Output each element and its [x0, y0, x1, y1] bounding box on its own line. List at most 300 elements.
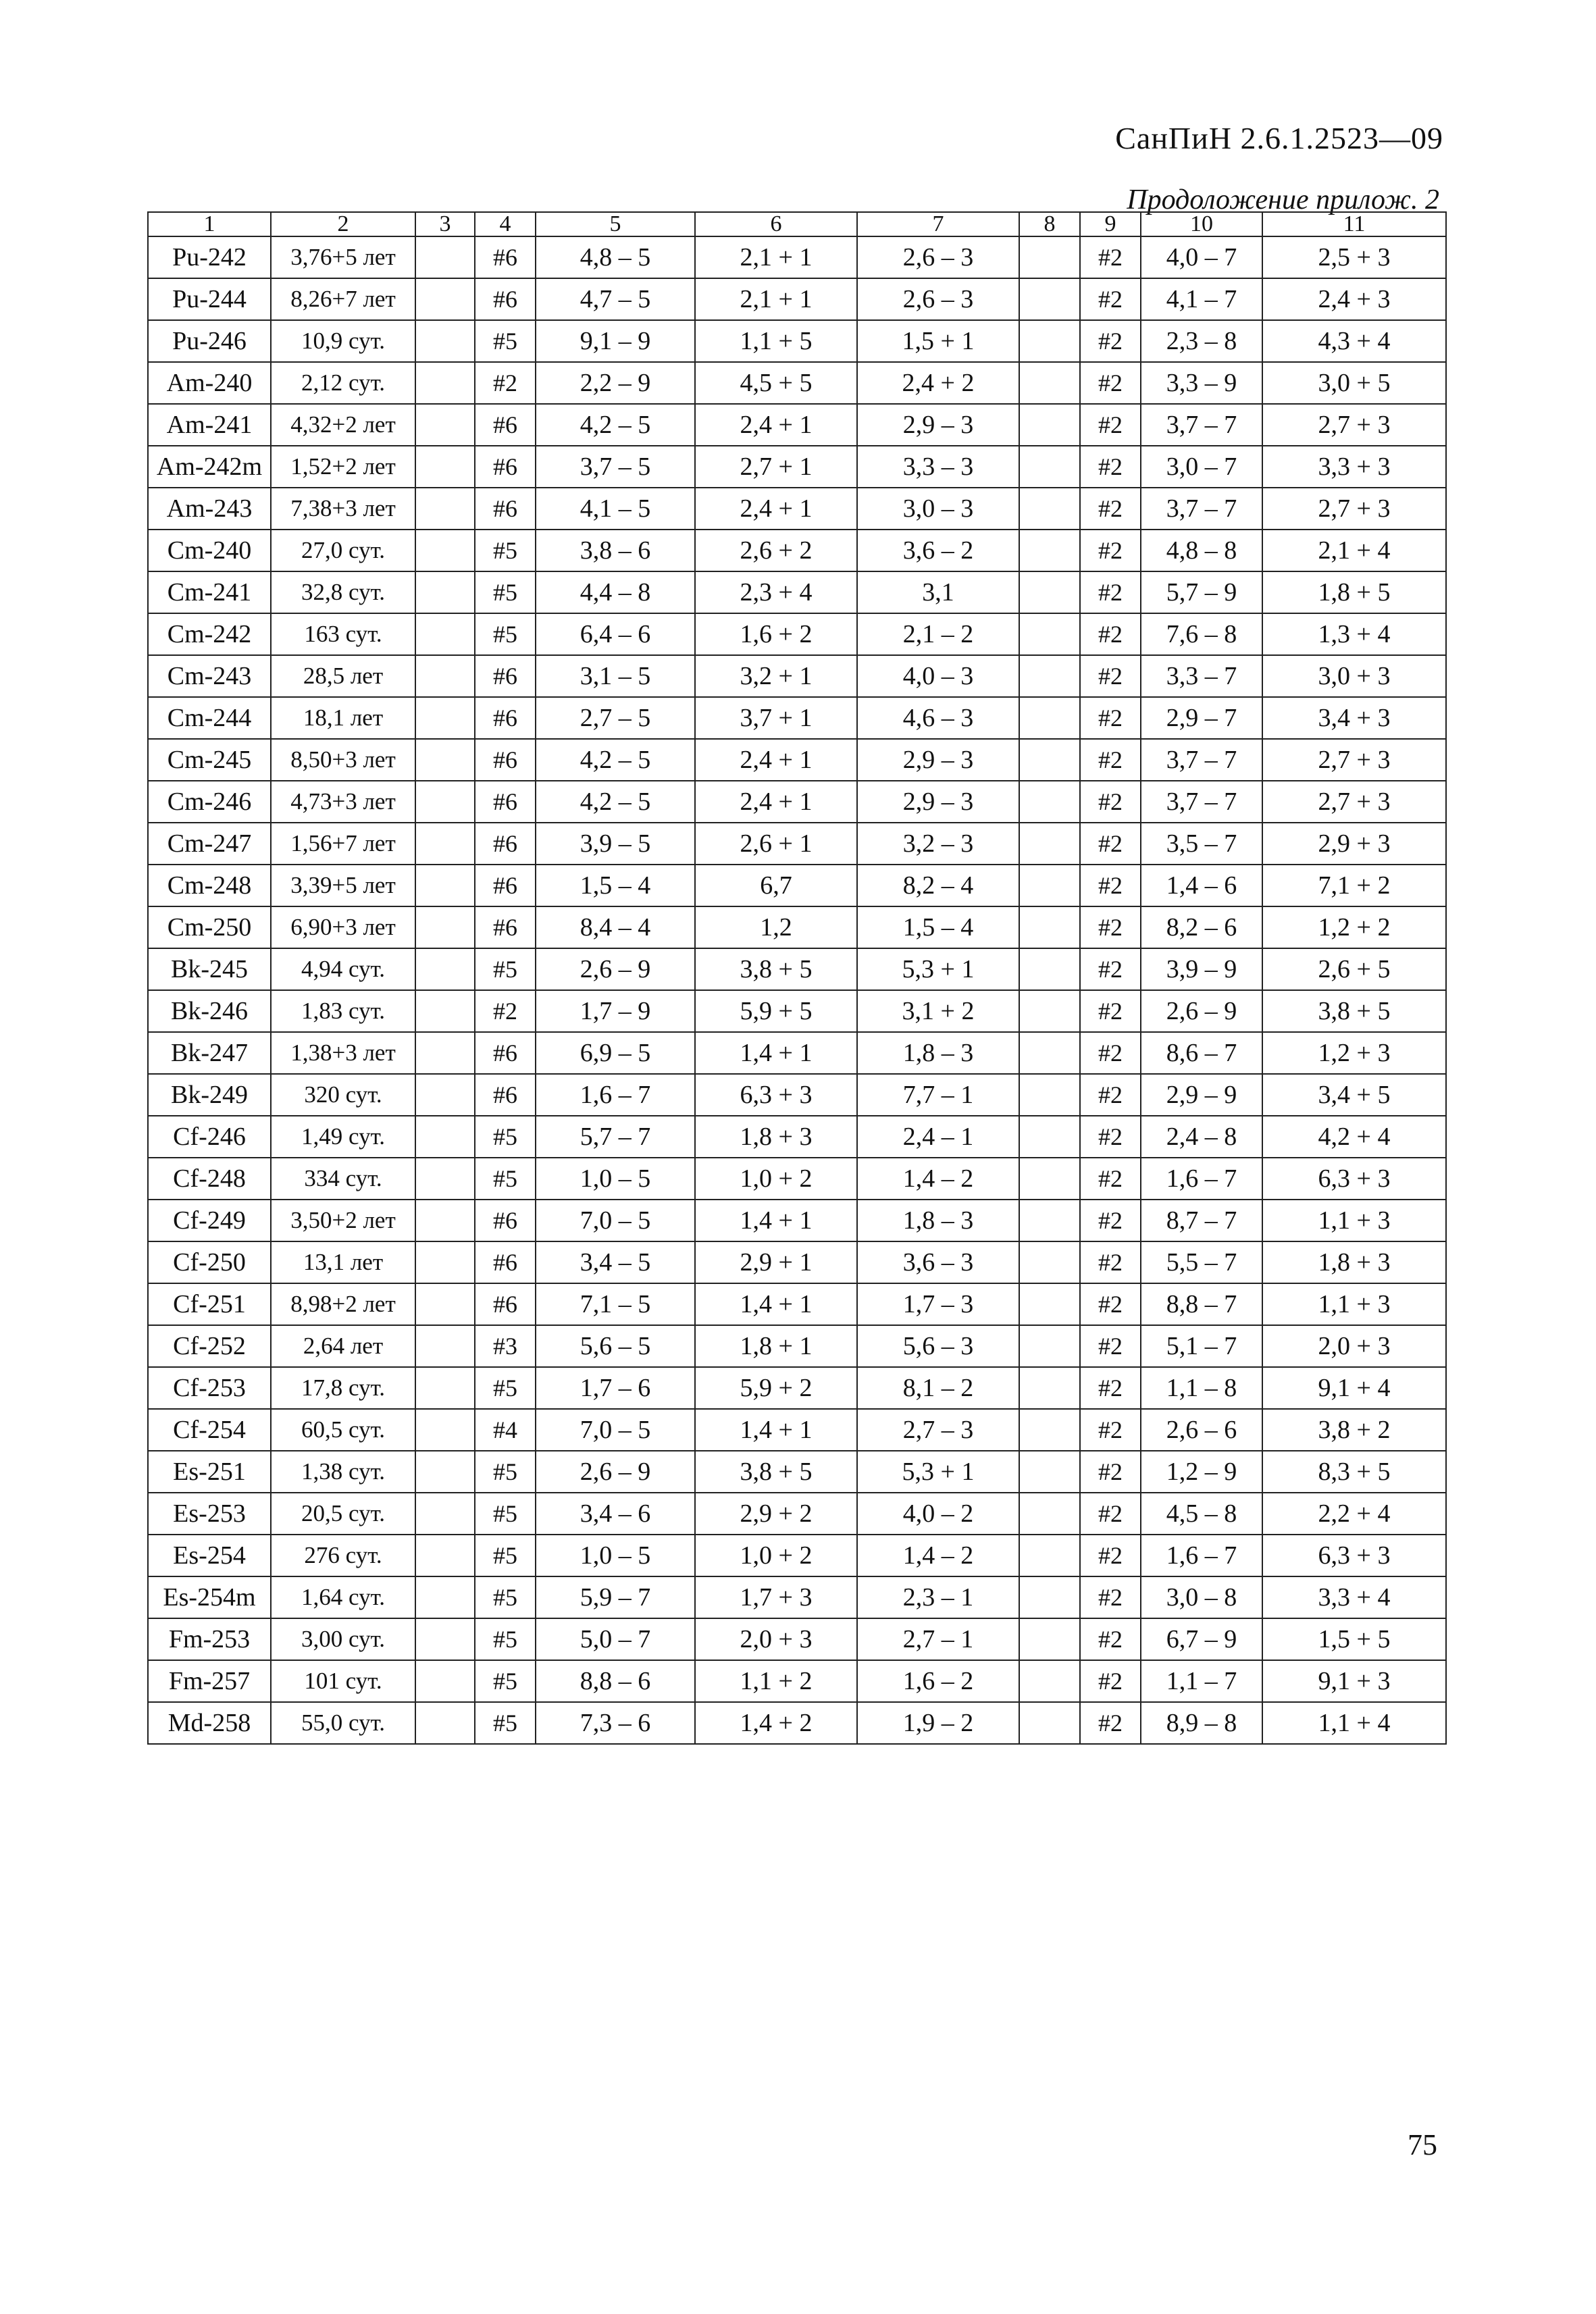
- table-cell-col-3: [415, 278, 475, 320]
- table-cell-col-10: 2,6 – 6: [1141, 1409, 1262, 1451]
- table-cell-col-9: #2: [1080, 1535, 1141, 1576]
- table-row: [148, 236, 1446, 278]
- table-cell-col-9: #2: [1080, 530, 1141, 571]
- table-cell-col-4: #5: [475, 1660, 536, 1702]
- table-cell-col-4: #6: [475, 236, 536, 278]
- table-cell-col-3: [415, 781, 475, 823]
- table-cell-col-7: 4,0 – 2: [857, 1493, 1019, 1535]
- table-cell-col-11: 6,3 + 3: [1262, 1158, 1446, 1200]
- table-cell-col-8: [1019, 1325, 1080, 1367]
- table-cell-col-5: 3,9 – 5: [536, 823, 695, 865]
- table-cell-col-3: [415, 1451, 475, 1493]
- table-row: [148, 320, 1446, 362]
- table-cell-col-7: 3,0 – 3: [857, 488, 1019, 530]
- table-cell-col-1: Cf-253: [148, 1367, 271, 1409]
- table-row: [148, 613, 1446, 655]
- table-cell-col-6: 2,9 + 1: [695, 1241, 857, 1283]
- table-cell-col-4: #6: [475, 488, 536, 530]
- table-cell-col-4: #5: [475, 1576, 536, 1618]
- table-cell-col-11: 4,3 + 4: [1262, 320, 1446, 362]
- table-cell-col-4: #6: [475, 906, 536, 948]
- table-cell-col-8: [1019, 1032, 1080, 1074]
- table-cell-col-10: 8,2 – 6: [1141, 906, 1262, 948]
- table-cell-col-7: 1,4 – 2: [857, 1535, 1019, 1576]
- table-cell-col-8: [1019, 488, 1080, 530]
- table-cell-col-2: 1,49 сут.: [271, 1116, 415, 1158]
- table-cell-col-7: 3,2 – 3: [857, 823, 1019, 865]
- table-cell-col-5: 7,0 – 5: [536, 1409, 695, 1451]
- table-cell-col-2: 163 сут.: [271, 613, 415, 655]
- table-row: [148, 1409, 1446, 1451]
- table-cell-col-8: [1019, 1116, 1080, 1158]
- table-cell-col-1: Cf-254: [148, 1409, 271, 1451]
- table-cell-col-1: Cm-248: [148, 865, 271, 906]
- table-cell-col-11: 1,1 + 3: [1262, 1283, 1446, 1325]
- table-cell-col-1: Pu-242: [148, 236, 271, 278]
- table-cell-col-7: 3,3 – 3: [857, 446, 1019, 488]
- table-cell-col-8: [1019, 781, 1080, 823]
- table-cell-col-4: #6: [475, 697, 536, 739]
- table-cell-col-6: 1,4 + 1: [695, 1283, 857, 1325]
- table-cell-col-1: Cm-247: [148, 823, 271, 865]
- table-cell-col-6: 3,8 + 5: [695, 1451, 857, 1493]
- table-cell-col-1: Am-243: [148, 488, 271, 530]
- table-cell-col-5: 1,5 – 4: [536, 865, 695, 906]
- table-row: [148, 1283, 1446, 1325]
- table-cell-col-4: #6: [475, 1032, 536, 1074]
- table-cell-col-1: Cm-243: [148, 655, 271, 697]
- table-row: [148, 1325, 1446, 1367]
- table-cell-col-9: #2: [1080, 404, 1141, 446]
- table-row: [148, 404, 1446, 446]
- table-cell-col-5: 2,6 – 9: [536, 948, 695, 990]
- table-cell-col-8: [1019, 404, 1080, 446]
- table-cell-col-7: 1,6 – 2: [857, 1660, 1019, 1702]
- table-cell-col-3: [415, 236, 475, 278]
- table-row: [148, 1241, 1446, 1283]
- table-cell-col-6: 1,4 + 1: [695, 1200, 857, 1241]
- column-header-6: 6: [695, 212, 857, 236]
- table-cell-col-10: 5,1 – 7: [1141, 1325, 1262, 1367]
- table-cell-col-3: [415, 1576, 475, 1618]
- table-cell-col-10: 2,3 – 8: [1141, 320, 1262, 362]
- table-row: [148, 655, 1446, 697]
- table-cell-col-10: 1,4 – 6: [1141, 865, 1262, 906]
- table-cell-col-11: 1,5 + 5: [1262, 1618, 1446, 1660]
- table-cell-col-4: #4: [475, 1409, 536, 1451]
- table-cell-col-9: #2: [1080, 948, 1141, 990]
- table-cell-col-5: 5,0 – 7: [536, 1618, 695, 1660]
- table-cell-col-5: 5,7 – 7: [536, 1116, 695, 1158]
- table-cell-col-9: #2: [1080, 1409, 1141, 1451]
- table-row: [148, 278, 1446, 320]
- table-cell-col-7: 5,3 + 1: [857, 948, 1019, 990]
- column-number-row: [148, 212, 1446, 236]
- table-cell-col-6: 4,5 + 5: [695, 362, 857, 404]
- table-cell-col-9: #2: [1080, 320, 1141, 362]
- table-cell-col-10: 8,9 – 8: [1141, 1702, 1262, 1744]
- table-cell-col-3: [415, 1074, 475, 1116]
- table-cell-col-11: 3,4 + 5: [1262, 1074, 1446, 1116]
- table-cell-col-8: [1019, 571, 1080, 613]
- table-cell-col-3: [415, 865, 475, 906]
- table-cell-col-10: 5,5 – 7: [1141, 1241, 1262, 1283]
- table-cell-col-1: Pu-244: [148, 278, 271, 320]
- table-cell-col-11: 2,9 + 3: [1262, 823, 1446, 865]
- table-cell-col-11: 1,1 + 3: [1262, 1200, 1446, 1241]
- table-cell-col-4: #6: [475, 865, 536, 906]
- table-cell-col-5: 4,7 – 5: [536, 278, 695, 320]
- table-cell-col-2: 320 сут.: [271, 1074, 415, 1116]
- table-cell-col-11: 4,2 + 4: [1262, 1116, 1446, 1158]
- table-cell-col-10: 3,7 – 7: [1141, 739, 1262, 781]
- table-cell-col-3: [415, 1535, 475, 1576]
- table-cell-col-3: [415, 697, 475, 739]
- table-cell-col-8: [1019, 1367, 1080, 1409]
- table-cell-col-6: 5,9 + 2: [695, 1367, 857, 1409]
- table-cell-col-11: 2,0 + 3: [1262, 1325, 1446, 1367]
- table-cell-col-3: [415, 320, 475, 362]
- table-cell-col-8: [1019, 1409, 1080, 1451]
- table-cell-col-9: #2: [1080, 1325, 1141, 1367]
- table-cell-col-5: 1,0 – 5: [536, 1535, 695, 1576]
- table-row: [148, 697, 1446, 739]
- table-cell-col-3: [415, 362, 475, 404]
- table-cell-col-11: 2,2 + 4: [1262, 1493, 1446, 1535]
- table-cell-col-7: 8,1 – 2: [857, 1367, 1019, 1409]
- table-cell-col-7: 2,7 – 1: [857, 1618, 1019, 1660]
- table-cell-col-9: #2: [1080, 990, 1141, 1032]
- table-cell-col-1: Am-241: [148, 404, 271, 446]
- table-cell-col-11: 9,1 + 3: [1262, 1660, 1446, 1702]
- table-cell-col-1: Es-253: [148, 1493, 271, 1535]
- column-header-11: 11: [1262, 212, 1446, 236]
- table-cell-col-2: 334 сут.: [271, 1158, 415, 1200]
- table-cell-col-4: #6: [475, 1200, 536, 1241]
- table-cell-col-5: 8,4 – 4: [536, 906, 695, 948]
- table-cell-col-4: #3: [475, 1325, 536, 1367]
- table-cell-col-4: #6: [475, 1074, 536, 1116]
- table-cell-col-1: Cf-246: [148, 1116, 271, 1158]
- table-cell-col-8: [1019, 1660, 1080, 1702]
- table-row: [148, 1618, 1446, 1660]
- table-cell-col-10: 8,8 – 7: [1141, 1283, 1262, 1325]
- table-row: [148, 1074, 1446, 1116]
- table-cell-col-4: #5: [475, 1493, 536, 1535]
- table-cell-col-7: 2,9 – 3: [857, 739, 1019, 781]
- table-cell-col-10: 2,4 – 8: [1141, 1116, 1262, 1158]
- table-cell-col-10: 3,5 – 7: [1141, 823, 1262, 865]
- table-cell-col-10: 3,3 – 9: [1141, 362, 1262, 404]
- table-cell-col-3: [415, 1241, 475, 1283]
- table-cell-col-11: 2,7 + 3: [1262, 739, 1446, 781]
- page-number: 75: [1408, 2128, 1437, 2161]
- table-cell-col-9: #2: [1080, 906, 1141, 948]
- table-cell-col-10: 3,7 – 7: [1141, 781, 1262, 823]
- table-cell-col-7: 2,4 + 2: [857, 362, 1019, 404]
- table-cell-col-8: [1019, 278, 1080, 320]
- document-code: СанПиН 2.6.1.2523—09: [1115, 121, 1443, 155]
- table-row: [148, 990, 1446, 1032]
- table-cell-col-8: [1019, 236, 1080, 278]
- table-cell-col-2: 1,64 сут.: [271, 1576, 415, 1618]
- table-row: [148, 446, 1446, 488]
- table-cell-col-11: 2,1 + 4: [1262, 530, 1446, 571]
- table-cell-col-9: #2: [1080, 1116, 1141, 1158]
- table-cell-col-7: 2,3 – 1: [857, 1576, 1019, 1618]
- table-cell-col-2: 8,50+3 лет: [271, 739, 415, 781]
- table-cell-col-11: 7,1 + 2: [1262, 865, 1446, 906]
- table-row: [148, 1702, 1446, 1744]
- table-cell-col-10: 4,8 – 8: [1141, 530, 1262, 571]
- table-cell-col-5: 7,0 – 5: [536, 1200, 695, 1241]
- table-cell-col-2: 7,38+3 лет: [271, 488, 415, 530]
- table-cell-col-3: [415, 906, 475, 948]
- table-cell-col-6: 1,4 + 1: [695, 1032, 857, 1074]
- table-cell-col-11: 3,8 + 2: [1262, 1409, 1446, 1451]
- table-cell-col-1: Cf-250: [148, 1241, 271, 1283]
- table-cell-col-1: Pu-246: [148, 320, 271, 362]
- table-cell-col-4: #5: [475, 571, 536, 613]
- table-cell-col-11: 1,2 + 3: [1262, 1032, 1446, 1074]
- table-cell-col-9: #2: [1080, 781, 1141, 823]
- table-cell-col-2: 32,8 сут.: [271, 571, 415, 613]
- table-cell-col-1: Bk-247: [148, 1032, 271, 1074]
- table-cell-col-7: 1,8 – 3: [857, 1200, 1019, 1241]
- table-cell-col-3: [415, 739, 475, 781]
- table-cell-col-6: 2,3 + 4: [695, 571, 857, 613]
- table-cell-col-11: 1,3 + 4: [1262, 613, 1446, 655]
- table-cell-col-11: 1,1 + 4: [1262, 1702, 1446, 1744]
- table-cell-col-3: [415, 1158, 475, 1200]
- table-cell-col-5: 2,2 – 9: [536, 362, 695, 404]
- table-cell-col-3: [415, 1367, 475, 1409]
- table-cell-col-11: 2,4 + 3: [1262, 278, 1446, 320]
- table-cell-col-6: 1,1 + 2: [695, 1660, 857, 1702]
- table-cell-col-2: 8,98+2 лет: [271, 1283, 415, 1325]
- table-cell-col-5: 6,4 – 6: [536, 613, 695, 655]
- table-cell-col-9: #2: [1080, 1618, 1141, 1660]
- table-cell-col-4: #5: [475, 1451, 536, 1493]
- table-cell-col-5: 9,1 – 9: [536, 320, 695, 362]
- table-cell-col-4: #2: [475, 362, 536, 404]
- table-cell-col-9: #2: [1080, 697, 1141, 739]
- table-cell-col-7: 2,6 – 3: [857, 236, 1019, 278]
- table-cell-col-9: #2: [1080, 236, 1141, 278]
- table-cell-col-10: 4,0 – 7: [1141, 236, 1262, 278]
- table-cell-col-6: 3,2 + 1: [695, 655, 857, 697]
- table-cell-col-2: 1,38 сут.: [271, 1451, 415, 1493]
- radionuclide-table: [147, 211, 1447, 1745]
- table-cell-col-2: 3,76+5 лет: [271, 236, 415, 278]
- table-cell-col-6: 2,4 + 1: [695, 488, 857, 530]
- table-cell-col-2: 3,00 сут.: [271, 1618, 415, 1660]
- table-body: [148, 236, 1446, 1744]
- table-cell-col-5: 4,2 – 5: [536, 739, 695, 781]
- table-cell-col-4: #6: [475, 781, 536, 823]
- table-cell-col-1: Fm-257: [148, 1660, 271, 1702]
- table-cell-col-1: Cf-249: [148, 1200, 271, 1241]
- table-cell-col-9: #2: [1080, 571, 1141, 613]
- table-cell-col-9: #2: [1080, 278, 1141, 320]
- table-cell-col-8: [1019, 948, 1080, 990]
- table-cell-col-4: #6: [475, 823, 536, 865]
- table-cell-col-10: 7,6 – 8: [1141, 613, 1262, 655]
- column-header-10: 10: [1141, 212, 1262, 236]
- table-cell-col-7: 3,6 – 2: [857, 530, 1019, 571]
- table-cell-col-6: 2,4 + 1: [695, 739, 857, 781]
- table-cell-col-9: #2: [1080, 823, 1141, 865]
- table-cell-col-10: 4,1 – 7: [1141, 278, 1262, 320]
- table-cell-col-10: 3,0 – 8: [1141, 1576, 1262, 1618]
- table-cell-col-9: #2: [1080, 655, 1141, 697]
- table-cell-col-9: #2: [1080, 362, 1141, 404]
- table-cell-col-9: #2: [1080, 1493, 1141, 1535]
- table-cell-col-6: 1,8 + 3: [695, 1116, 857, 1158]
- table-cell-col-2: 13,1 лет: [271, 1241, 415, 1283]
- table-cell-col-5: 7,1 – 5: [536, 1283, 695, 1325]
- table-cell-col-10: 8,7 – 7: [1141, 1200, 1262, 1241]
- table-cell-col-2: 60,5 сут.: [271, 1409, 415, 1451]
- table-cell-col-1: Am-240: [148, 362, 271, 404]
- table-cell-col-8: [1019, 823, 1080, 865]
- table-cell-col-8: [1019, 1535, 1080, 1576]
- table-cell-col-7: 5,3 + 1: [857, 1451, 1019, 1493]
- table-cell-col-8: [1019, 530, 1080, 571]
- table-cell-col-7: 2,9 – 3: [857, 781, 1019, 823]
- table-cell-col-9: #2: [1080, 865, 1141, 906]
- table-row: [148, 1535, 1446, 1576]
- table-cell-col-6: 2,6 + 1: [695, 823, 857, 865]
- table-cell-col-10: 4,5 – 8: [1141, 1493, 1262, 1535]
- table-cell-col-5: 4,4 – 8: [536, 571, 695, 613]
- table-cell-col-5: 3,7 – 5: [536, 446, 695, 488]
- table-cell-col-4: #6: [475, 1283, 536, 1325]
- table-cell-col-11: 3,0 + 3: [1262, 655, 1446, 697]
- table-cell-col-4: #5: [475, 530, 536, 571]
- table-cell-col-3: [415, 1409, 475, 1451]
- table-cell-col-7: 1,9 – 2: [857, 1702, 1019, 1744]
- table-cell-col-1: Es-251: [148, 1451, 271, 1493]
- table-cell-col-7: 1,5 – 4: [857, 906, 1019, 948]
- table-cell-col-8: [1019, 990, 1080, 1032]
- table-cell-col-8: [1019, 1241, 1080, 1283]
- table-cell-col-1: Cm-246: [148, 781, 271, 823]
- table-cell-col-3: [415, 1116, 475, 1158]
- table-cell-col-4: #6: [475, 1241, 536, 1283]
- table-row: [148, 1200, 1446, 1241]
- table-cell-col-4: #6: [475, 739, 536, 781]
- table-row: [148, 1493, 1446, 1535]
- table-cell-col-10: 8,6 – 7: [1141, 1032, 1262, 1074]
- table-cell-col-2: 8,26+7 лет: [271, 278, 415, 320]
- column-header-8: 8: [1019, 212, 1080, 236]
- table-cell-col-11: 2,7 + 3: [1262, 404, 1446, 446]
- table-cell-col-2: 1,56+7 лет: [271, 823, 415, 865]
- table-row: [148, 1576, 1446, 1618]
- table-cell-col-6: 1,2: [695, 906, 857, 948]
- table-cell-col-2: 18,1 лет: [271, 697, 415, 739]
- column-header-4: 4: [475, 212, 536, 236]
- table-cell-col-9: #2: [1080, 488, 1141, 530]
- table-cell-col-7: 3,1: [857, 571, 1019, 613]
- table-cell-col-1: Cf-252: [148, 1325, 271, 1367]
- table-cell-col-6: 1,8 + 1: [695, 1325, 857, 1367]
- table-cell-col-2: 6,90+3 лет: [271, 906, 415, 948]
- table-cell-col-4: #5: [475, 1702, 536, 1744]
- table-cell-col-11: 1,2 + 2: [1262, 906, 1446, 948]
- table-row: [148, 1116, 1446, 1158]
- table-cell-col-4: #2: [475, 990, 536, 1032]
- table-cell-col-4: #5: [475, 613, 536, 655]
- column-header-1: 1: [148, 212, 271, 236]
- table-cell-col-7: 1,7 – 3: [857, 1283, 1019, 1325]
- table-cell-col-2: 1,38+3 лет: [271, 1032, 415, 1074]
- table-cell-col-11: 2,6 + 5: [1262, 948, 1446, 990]
- table-cell-col-4: #5: [475, 320, 536, 362]
- table-cell-col-2: 276 сут.: [271, 1535, 415, 1576]
- table-cell-col-8: [1019, 1158, 1080, 1200]
- table-cell-col-3: [415, 446, 475, 488]
- table-cell-col-3: [415, 1325, 475, 1367]
- table-cell-col-8: [1019, 1074, 1080, 1116]
- table-cell-col-1: Cm-241: [148, 571, 271, 613]
- table-cell-col-7: 3,6 – 3: [857, 1241, 1019, 1283]
- table-cell-col-2: 4,94 сут.: [271, 948, 415, 990]
- table-cell-col-6: 5,9 + 5: [695, 990, 857, 1032]
- table-cell-col-3: [415, 530, 475, 571]
- table-row: [148, 906, 1446, 948]
- table-cell-col-1: Fm-253: [148, 1618, 271, 1660]
- table-cell-col-10: 2,9 – 9: [1141, 1074, 1262, 1116]
- table-cell-col-1: Bk-249: [148, 1074, 271, 1116]
- table-cell-col-5: 1,0 – 5: [536, 1158, 695, 1200]
- table-cell-col-8: [1019, 865, 1080, 906]
- table-cell-col-9: #2: [1080, 739, 1141, 781]
- table-cell-col-10: 3,7 – 7: [1141, 488, 1262, 530]
- table-cell-col-5: 3,4 – 5: [536, 1241, 695, 1283]
- table-cell-col-5: 3,1 – 5: [536, 655, 695, 697]
- table-cell-col-7: 2,1 – 2: [857, 613, 1019, 655]
- table-cell-col-10: 3,3 – 7: [1141, 655, 1262, 697]
- table-row: [148, 739, 1446, 781]
- table-row: [148, 1032, 1446, 1074]
- column-header-9: 9: [1080, 212, 1141, 236]
- table-cell-col-9: #2: [1080, 1660, 1141, 1702]
- table-cell-col-5: 1,6 – 7: [536, 1074, 695, 1116]
- table-cell-col-7: 2,6 – 3: [857, 278, 1019, 320]
- table-cell-col-8: [1019, 320, 1080, 362]
- table-cell-col-6: 1,6 + 2: [695, 613, 857, 655]
- column-header-7: 7: [857, 212, 1019, 236]
- table-cell-col-1: Md-258: [148, 1702, 271, 1744]
- table-cell-col-4: #5: [475, 1535, 536, 1576]
- table-cell-col-1: Cm-245: [148, 739, 271, 781]
- table-cell-col-8: [1019, 1702, 1080, 1744]
- table-row: [148, 362, 1446, 404]
- column-header-5: 5: [536, 212, 695, 236]
- table-cell-col-8: [1019, 1200, 1080, 1241]
- table-cell-col-7: 8,2 – 4: [857, 865, 1019, 906]
- table-cell-col-11: 2,7 + 3: [1262, 488, 1446, 530]
- table-cell-col-1: Cm-244: [148, 697, 271, 739]
- table-cell-col-5: 3,4 – 6: [536, 1493, 695, 1535]
- table-cell-col-11: 3,0 + 5: [1262, 362, 1446, 404]
- table-cell-col-5: 5,9 – 7: [536, 1576, 695, 1618]
- table-cell-col-8: [1019, 1451, 1080, 1493]
- table-cell-col-8: [1019, 1283, 1080, 1325]
- table-cell-col-1: Cm-240: [148, 530, 271, 571]
